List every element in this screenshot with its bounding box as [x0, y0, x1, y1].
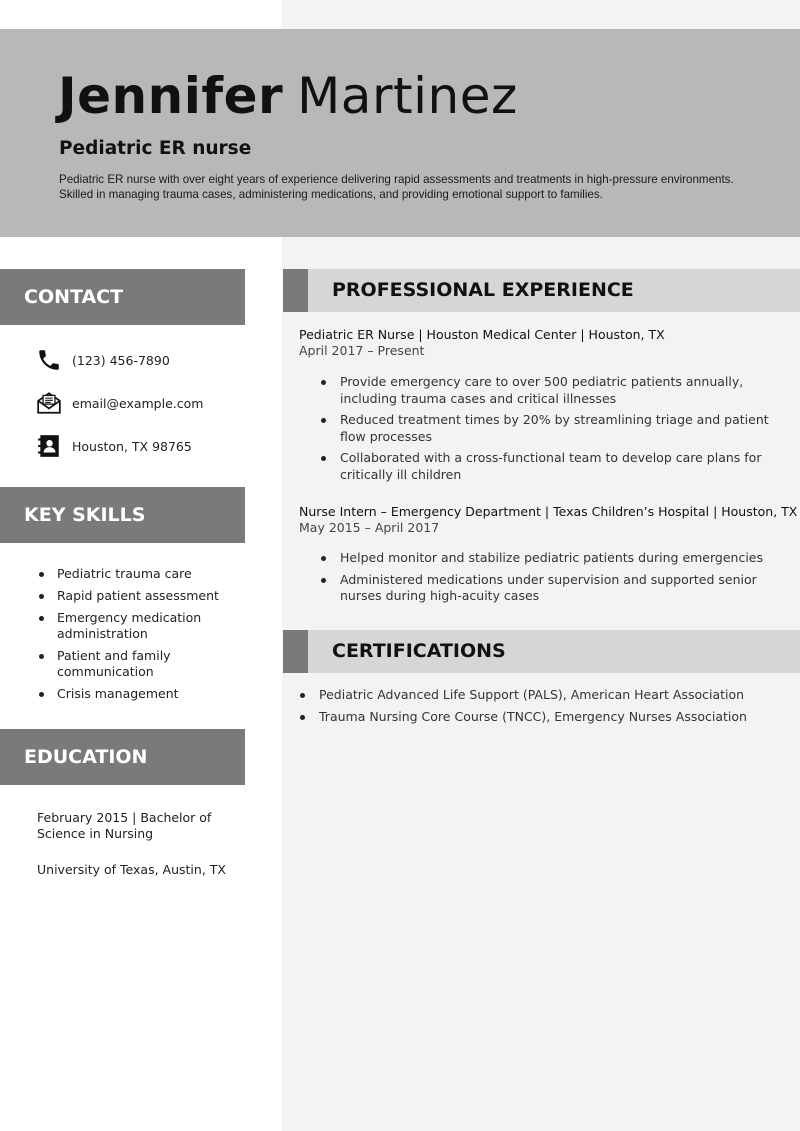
- last-name: Martinez: [297, 67, 518, 125]
- certifications-heading-bar: [283, 630, 800, 673]
- job-dates: April 2017 – Present: [299, 343, 425, 358]
- envelope-icon: [36, 390, 62, 416]
- job-title: Nurse Intern – Emergency Department | Texas Children’s Hospital | Houston, TX: [299, 504, 798, 519]
- phone-icon: [36, 347, 62, 373]
- certifications-list: [297, 687, 787, 730]
- email-address: email@example.com: [72, 395, 204, 411]
- header-banner: [0, 29, 800, 237]
- list-item: Patient and family communication: [37, 648, 227, 680]
- list-item: Helped monitor and stabilize pediatric patients during emergencies: [318, 550, 788, 567]
- list-item: Pediatric Advanced Life Support (PALS), American Heart Association: [297, 687, 787, 704]
- contact-email: [36, 390, 203, 416]
- phone-number: (123) 456-7890: [72, 352, 170, 368]
- contact-phone: [36, 347, 170, 373]
- list-item: Collaborated with a cross-functional team to develop care plans for critically ill children: [318, 450, 788, 483]
- first-name: Jennifer: [58, 67, 284, 125]
- candidate-name: [58, 66, 518, 126]
- heading-accent: [283, 630, 308, 673]
- list-item: Crisis management: [37, 686, 227, 702]
- education-heading: EDUCATION: [0, 729, 245, 785]
- location-text: Houston, TX 98765: [72, 438, 192, 454]
- profile-summary: Pediatric ER nurse with over eight years of experience delivering rapid assessments and treatments in high-pressure environments. Skilled in managing trauma cases, administering medications, and providing emotional support to families.: [59, 173, 734, 201]
- education-degree: February 2015 | Bachelor of Science in Nursing: [37, 810, 212, 841]
- job-bullets: [318, 374, 788, 488]
- skills-list: [37, 566, 227, 708]
- education-school: University of Texas, Austin, TX: [37, 862, 226, 877]
- certifications-heading: CERTIFICATIONS: [332, 640, 506, 662]
- job-title: Pediatric ER Nurse | Houston Medical Center | Houston, TX: [299, 327, 665, 342]
- list-item: Reduced treatment times by 20% by streamlining triage and patient flow processes: [318, 412, 788, 445]
- contact-location: [36, 433, 192, 459]
- contact-heading: CONTACT: [0, 269, 245, 325]
- experience-heading: PROFESSIONAL EXPERIENCE: [332, 279, 634, 301]
- contact-card-icon: [36, 433, 62, 459]
- list-item: Trauma Nursing Core Course (TNCC), Emergency Nurses Association: [297, 709, 787, 726]
- list-item: Pediatric trauma care: [37, 566, 227, 582]
- job-bullets: [318, 550, 788, 610]
- heading-accent: [283, 269, 308, 312]
- list-item: Provide emergency care to over 500 pediatric patients annually, including trauma cases and critical illnesses: [318, 374, 788, 407]
- experience-heading-bar: [283, 269, 800, 312]
- list-item: Rapid patient assessment: [37, 588, 227, 604]
- list-item: Emergency medication administration: [37, 610, 227, 642]
- job-headline: Pediatric ER nurse: [59, 138, 252, 159]
- list-item: Administered medications under supervision and supported senior nurses during high-acuity cases: [318, 572, 788, 605]
- job-dates: May 2015 – April 2017: [299, 520, 440, 535]
- skills-heading: KEY SKILLS: [0, 487, 245, 543]
